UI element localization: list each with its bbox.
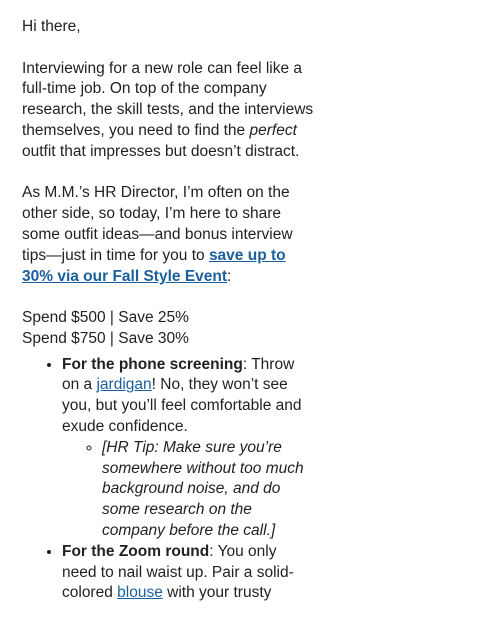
greeting: Hi there,: [22, 18, 81, 35]
offers: [22, 308, 314, 350]
phone-screening-heading: For the phone screening: [62, 355, 243, 373]
phone-screening-text-2: ! No, they won’t see you, but you’ll feel comfortable and exude confidence.: [62, 376, 302, 435]
hr-tip: ◦ [HR Tip: Make sure you’re somewhere without too much background noise, and do some research on the company before the call.]: [102, 438, 314, 542]
zoom-round-text-1: : You only need to nail waist up. Pair a solid-colored: [62, 542, 294, 602]
list-item-phone-screening: [62, 355, 314, 542]
fall-style-event-link[interactable]: save up to 30% via our Fall Style Event: [22, 246, 286, 285]
intro-text-2: outfit that impresses but doesn’t distract.: [22, 142, 300, 160]
list-item-zoom-round: [62, 542, 314, 604]
phone-screening-text-1: : Throw on a: [62, 355, 295, 394]
offer-line-2: Spend $750 | Save 30%: [22, 329, 189, 347]
hr-text-2: :: [227, 267, 232, 285]
outfit-list: [22, 355, 314, 605]
offer-line-1: Spend $500 | Save 25%: [22, 309, 189, 327]
intro-paragraph: [22, 59, 314, 163]
hr-text-1: As M.M.’s HR Director, I’m often on the other side, so today, I’m here to share some outfit ideas—and bonus interview tips—just in time for you to: [22, 184, 293, 264]
zoom-round-heading: For the Zoom round: [62, 542, 210, 560]
intro-text-1: Interviewing for a new role can feel like a full-time job. On top of the company research, the skill tests, and the interviews themselves, you need to find the: [22, 59, 314, 139]
hr-paragraph: [22, 183, 314, 287]
zoom-round-text-2: with your trusty: [162, 584, 272, 602]
phone-screening-sublist: [62, 438, 314, 542]
jardigan-link[interactable]: jardigan: [96, 376, 152, 394]
blouse-link[interactable]: blouse: [117, 584, 163, 602]
intro-emphasis: perfect: [249, 121, 297, 139]
email-body: [22, 17, 314, 604]
